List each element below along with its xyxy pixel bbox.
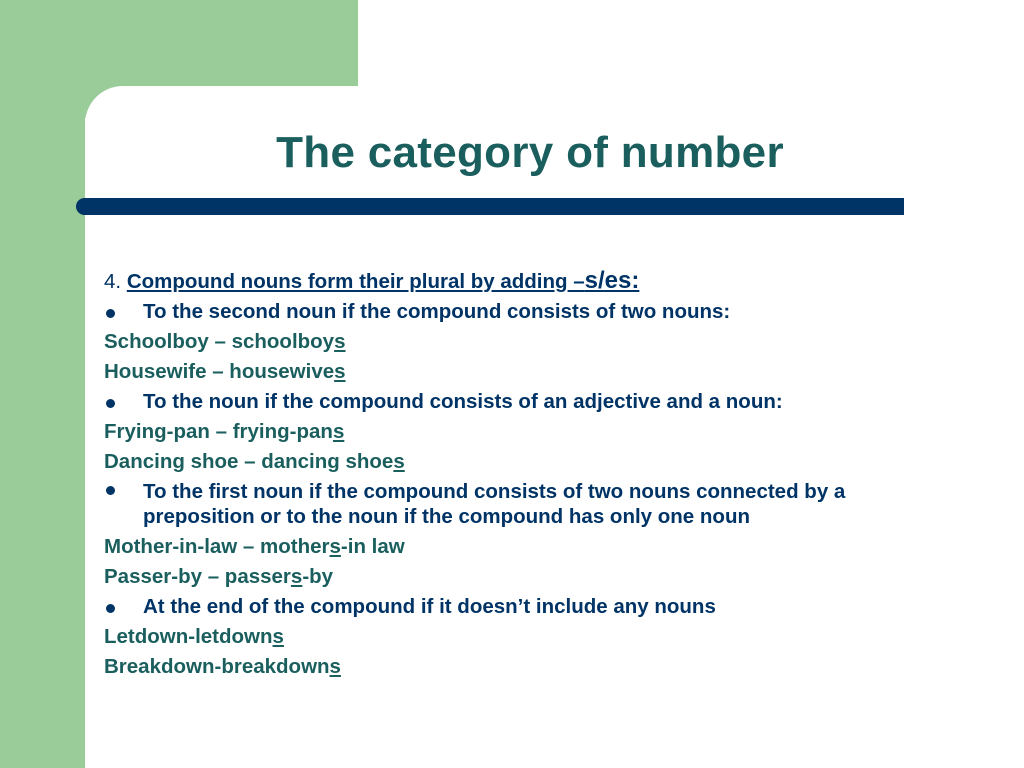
intro-number: 4. (104, 270, 122, 293)
plural-ending: s (290, 565, 303, 588)
background-band-left (0, 0, 85, 768)
intro-heading: Compound nouns form their plural by adding – (126, 270, 585, 293)
slide-body (104, 266, 984, 682)
plural-ending: s (272, 625, 284, 648)
rule-bullet (104, 592, 984, 622)
plural-ending: s (334, 330, 346, 353)
example-line: Frying-pan – frying-pans (104, 420, 345, 443)
rule-text: At the end of the compound if it doesn’t include any nouns (143, 595, 716, 618)
bullet-dot-icon (106, 399, 115, 408)
rule-text: To the second noun if the compound consists of two nouns: (143, 300, 731, 323)
example-line: Breakdown-breakdowns (104, 655, 341, 678)
bullet-dot-icon (106, 309, 115, 318)
intro-suffix: s/es: (584, 267, 640, 294)
example-line: Housewife – housewives (104, 360, 346, 383)
rule-bullet (104, 297, 984, 327)
title-divider (76, 198, 904, 215)
example-line: Mother-in-law – mothers-in law (104, 535, 405, 558)
plural-ending: s (329, 535, 341, 558)
slide-title: The category of number (276, 128, 784, 177)
plural-ending: s (334, 360, 346, 383)
bullet-dot-icon (106, 486, 115, 495)
plural-ending: s (329, 655, 341, 678)
example-line: Dancing shoe – dancing shoes (104, 450, 405, 473)
rule-bullet (104, 477, 923, 532)
rule-text: To the noun if the compound consists of an adjective and a noun: (143, 390, 783, 413)
plural-ending: s (393, 450, 405, 473)
intro-line (104, 266, 984, 297)
example-line: Letdown-letdowns (104, 625, 284, 648)
plural-ending: s (332, 420, 345, 443)
rule-bullet (104, 387, 984, 417)
rule-text: To the first noun if the compound consists of two nouns connected by a preposition or to the noun if the compound has only one noun (143, 480, 846, 528)
example-line: Schoolboy – schoolboys (104, 330, 346, 353)
example-line: Passer-by – passers-by (104, 565, 334, 588)
bullet-dot-icon (106, 604, 115, 613)
